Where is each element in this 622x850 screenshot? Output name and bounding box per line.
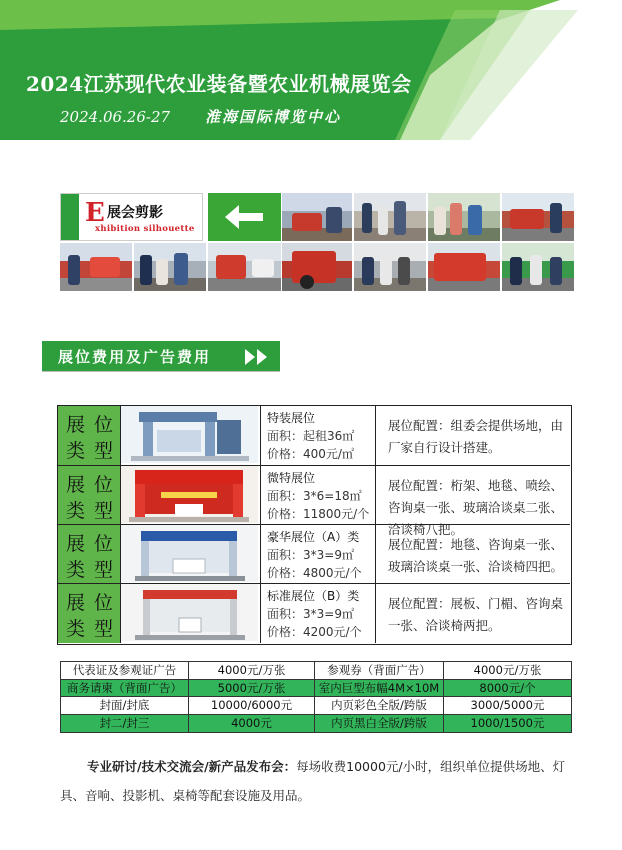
ad-item: 代表证及参观证广告	[61, 662, 189, 679]
double-chevron-right-icon	[245, 349, 271, 365]
seminar-fee-note	[60, 752, 572, 810]
ad-item: 内页彩色全版/跨版	[315, 697, 444, 714]
booth-name: 标准展位（B）类	[267, 589, 360, 603]
booth-area: 面积：3*3=9㎡	[267, 607, 354, 621]
booth-config-cell	[376, 466, 570, 537]
booth-price: 价格：400元/㎡	[267, 447, 354, 461]
ad-price: 10000/6000元	[189, 697, 315, 714]
seminar-fee-label: 专业研讨/技术交流会/新产品发布会：	[87, 759, 297, 774]
ad-price: 5000元/万张	[189, 680, 315, 697]
booth-type-char: 型	[94, 618, 114, 640]
expo-photo	[208, 243, 281, 291]
booth-type-char: 类	[66, 559, 86, 581]
gallery-e-letter: E	[85, 198, 105, 228]
booth-config-cell	[376, 406, 570, 465]
header-banner	[0, 0, 622, 140]
booth-image	[121, 525, 261, 584]
expo-photo	[354, 193, 426, 241]
ad-row	[61, 697, 571, 715]
expo-photo	[282, 243, 352, 291]
booth-type-char: 展	[66, 592, 86, 614]
booth-type-char: 位	[94, 533, 114, 555]
booth-info	[261, 584, 376, 643]
special-booth-illustration	[121, 406, 258, 463]
expo-date: 2024.06.26-27	[60, 108, 171, 126]
booth-config: 展位配置：地毯、咨询桌一张、玻璃洽谈桌一张、洽谈椅四把。	[388, 537, 564, 574]
expo-photo	[354, 243, 426, 291]
booth-type-char: 展	[66, 414, 86, 436]
booth-price: 价格：11800元/个	[267, 507, 370, 521]
advertising-price-table	[60, 661, 572, 733]
booth-name: 特装展位	[267, 411, 316, 425]
expo-photo	[428, 243, 500, 291]
booth-area: 面积：起租36㎡	[267, 429, 355, 443]
booth-name: 豪华展位（A）类	[267, 530, 360, 544]
booth-type-char: 型	[94, 440, 114, 462]
booth-type-char: 位	[94, 592, 114, 614]
arrow-left-icon	[225, 203, 265, 231]
ad-price: 4000元	[189, 715, 315, 733]
booth-type-cell	[58, 406, 121, 465]
expo-photo	[60, 243, 132, 291]
expo-photo	[502, 193, 574, 241]
expo-photo	[428, 193, 500, 241]
booth-image	[121, 466, 261, 525]
expo-title: 2024江苏现代农业装备暨农业机械展览会	[26, 72, 412, 96]
booth-type-char: 类	[66, 440, 86, 462]
booth-image	[121, 584, 261, 643]
ad-row	[61, 680, 571, 698]
mini-special-booth-illustration	[121, 466, 258, 523]
booth-info	[261, 406, 376, 465]
booth-area: 面积：3*6=18㎡	[267, 489, 362, 503]
ad-item: 封二/封三	[61, 715, 189, 733]
ad-item: 室内巨型布幅4M×10M	[315, 680, 444, 697]
booth-info	[261, 525, 376, 584]
seminar-fee-text: 每场收费10000元/小时，组织单位提供场地、灯具、音响、投影机、桌椅等配套设施及用品。	[60, 759, 566, 803]
ad-price: 1000/1500元	[470, 715, 545, 730]
exhibition-gallery	[60, 193, 574, 291]
gallery-label	[60, 193, 203, 241]
ad-item: 内页黑白全版/跨版	[315, 715, 444, 733]
booth-type-char: 类	[66, 618, 86, 640]
booth-row	[58, 406, 570, 465]
ad-row	[61, 715, 571, 733]
booth-type-char: 展	[66, 474, 86, 496]
ad-item: 商务请柬（背面广告）	[61, 680, 189, 697]
booth-type-char: 型	[94, 559, 114, 581]
booth-type-cell	[58, 466, 121, 525]
booth-row	[58, 524, 570, 584]
booth-price-table	[57, 405, 572, 645]
expo-photo	[134, 243, 206, 291]
booth-config-cell	[376, 584, 570, 643]
booth-area: 面积：3*3=9㎡	[267, 548, 354, 562]
booth-type-char: 展	[66, 533, 86, 555]
booth-price: 价格：4800元/个	[267, 566, 362, 580]
booth-price: 价格：4200元/个	[267, 625, 362, 639]
booth-type-char: 类	[66, 500, 86, 522]
ad-price: 4000元/万张	[473, 663, 542, 677]
expo-photo	[282, 193, 352, 241]
booth-config: 展位配置：组委会提供场地，由厂家自行设计搭建。	[388, 418, 564, 455]
gallery-title-en: xhibition silhouette	[95, 224, 195, 234]
booth-info	[261, 466, 376, 525]
booth-image	[121, 406, 261, 465]
booth-config: 展位配置：桁架、地毯、喷绘、咨询桌一张、玻璃洽谈桌二张、洽谈椅八把。	[388, 478, 564, 537]
ad-row	[61, 662, 571, 680]
expo-photo	[502, 243, 574, 291]
booth-type-cell	[58, 584, 121, 643]
ad-price: 3000/5000元	[470, 698, 545, 712]
booth-type-char: 位	[94, 414, 114, 436]
ad-item: 封面/封底	[61, 697, 189, 714]
gallery-label-bar	[61, 194, 79, 240]
ad-price: 4000元/万张	[189, 662, 315, 679]
gallery-arrow	[208, 193, 281, 241]
ad-price: 8000元/个	[479, 680, 536, 695]
gallery-title-cn: 展会剪影	[107, 205, 163, 221]
booth-type-char: 型	[94, 500, 114, 522]
booth-config: 展位配置：展板、门楣、咨询桌一张、洽谈椅两把。	[388, 596, 564, 633]
booth-row	[58, 583, 570, 643]
section-title: 展位费用及广告费用	[58, 348, 212, 366]
ad-item: 参观券（背面广告）	[315, 662, 444, 679]
standard-booth-b-illustration	[121, 584, 258, 641]
expo-venue: 淮海国际博览中心	[205, 108, 342, 126]
booth-config-cell	[376, 525, 570, 584]
booth-type-char: 位	[94, 474, 114, 496]
section-header	[42, 341, 280, 371]
deluxe-booth-a-illustration	[121, 525, 258, 582]
booth-type-cell	[58, 525, 121, 584]
booth-name: 微特展位	[267, 471, 316, 485]
